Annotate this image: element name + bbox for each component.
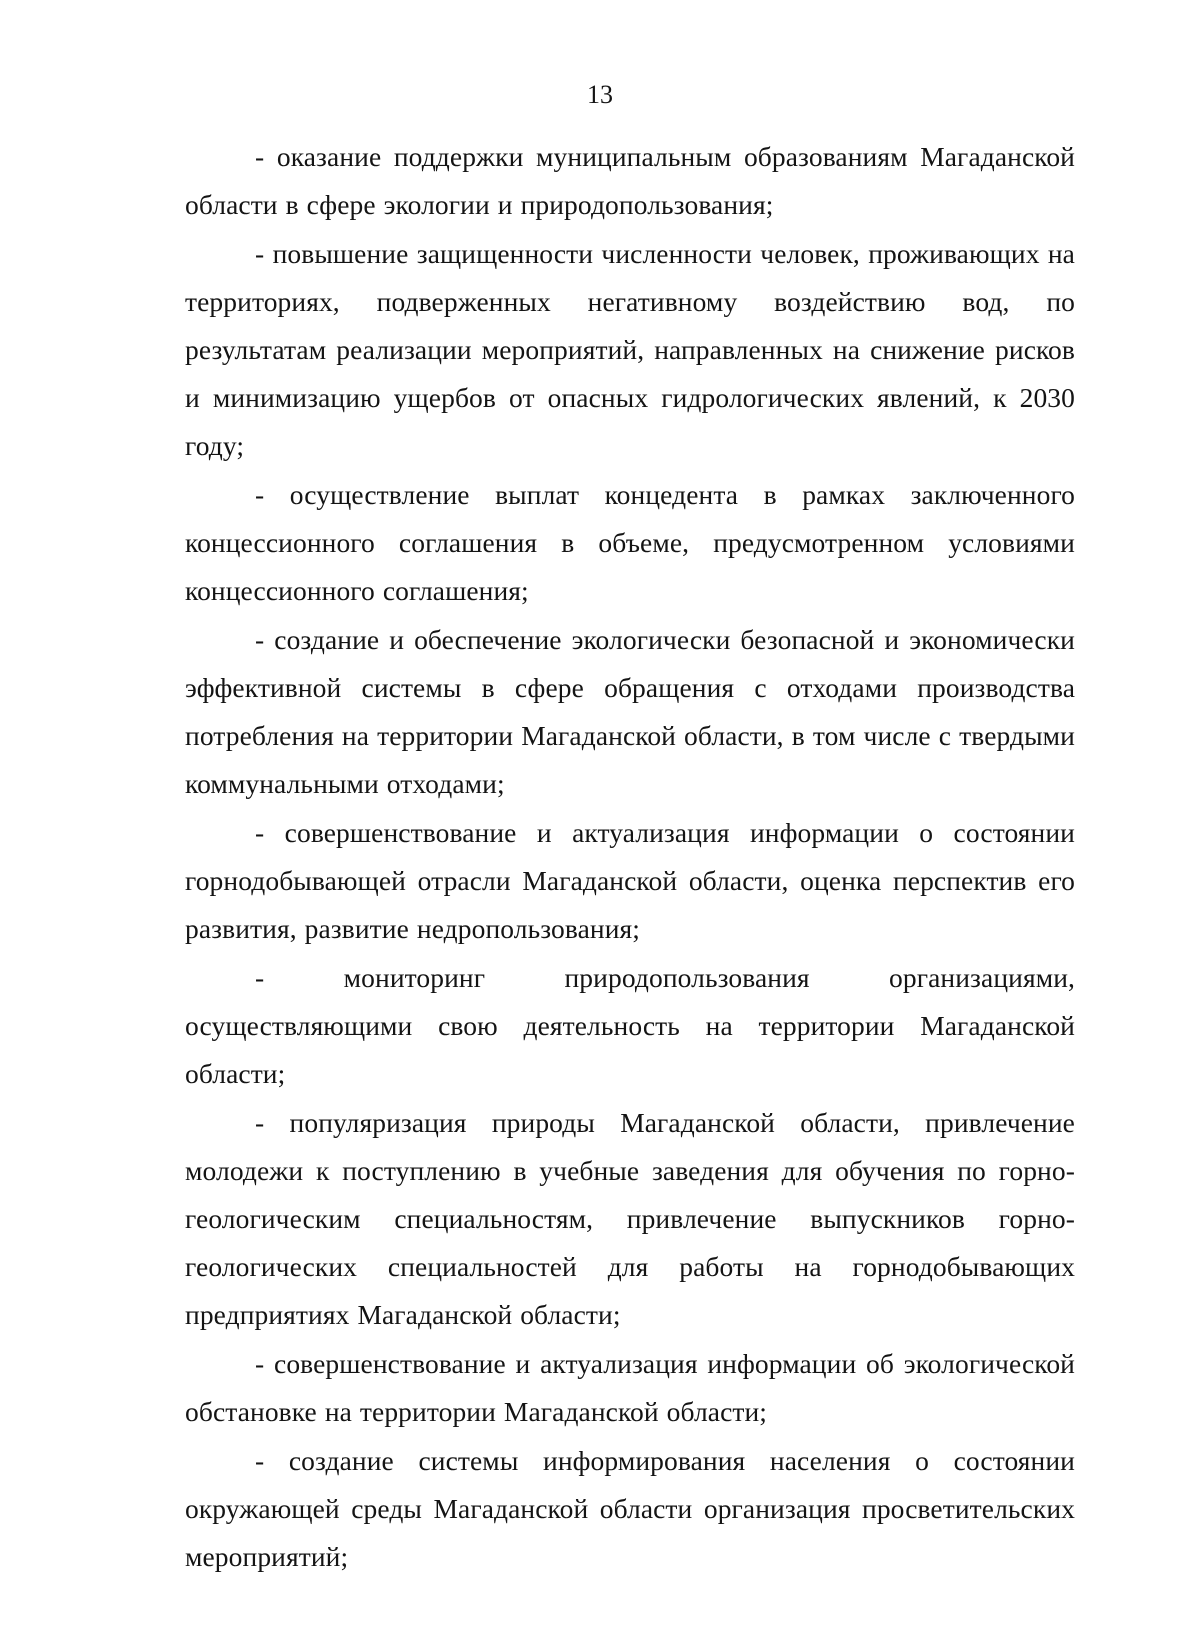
list-item: - создание системы информирования населения о состоянии окружающей среды Магаданской области организация просветительских мероприятий; (185, 1445, 1075, 1572)
list-item: - мониторинг природопользования организациями, осуществляющими свою деятельность на территории Магаданской области; (185, 962, 1075, 1089)
list-item: - осуществление выплат концедента в рамках заключенного концессионного соглашения в объеме, предусмотренном условиями концессионного соглашения; (185, 479, 1075, 606)
list-item: - оказание поддержки муниципальным образованиям Магаданской области в сфере экологии и природопользования; (185, 141, 1075, 220)
list-item: - совершенствование и актуализация информации об экологической обстановке на территории Магаданской области; (185, 1348, 1075, 1427)
list-item: - повышение защищенности численности человек, проживающих на территориях, подверженных негативному воздействию вод, по результатам реализации мероприятий, направленных на снижение рисков и минимизацию ущербов от опасных гидрологических явлений, к 2030 году; (185, 238, 1075, 461)
page-number: 13 (587, 80, 613, 109)
list-item: - популяризация природы Магаданской области, привлечение молодежи к поступлению в учебные заведения для обучения по горно-геологическим специальностям, привлечение выпускников горно-геологических специальностей для работы на горнодобывающих предприятиях Магаданской области; (185, 1107, 1075, 1330)
list-item: - совершенствование и актуализация информации о состоянии горнодобывающей отрасли Магаданской области, оценка перспектив его развития, развитие недропользования; (185, 817, 1075, 944)
list-item: - создание и обеспечение экологически безопасной и экономически эффективной системы в сфере обращения с отходами производства потребления на территории Магаданской области, в том числе с твердыми коммунальными отходами; (185, 624, 1075, 799)
document-body (185, 133, 1075, 1582)
